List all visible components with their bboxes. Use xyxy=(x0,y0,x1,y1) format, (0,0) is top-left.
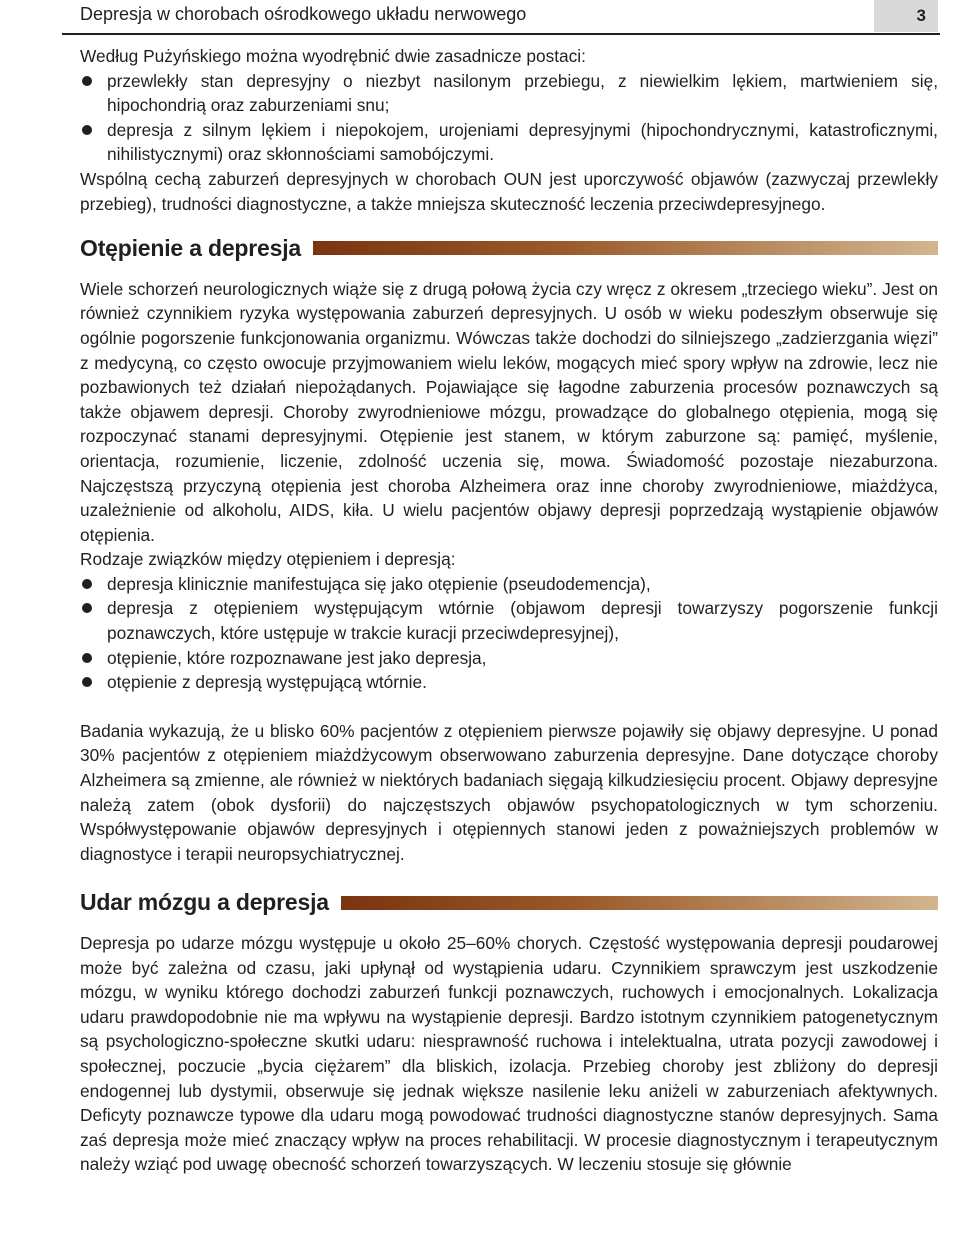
section-heading-stroke xyxy=(80,890,938,915)
list-item: otępienie z depresją występującą wtórnie. xyxy=(80,670,938,695)
intro-list xyxy=(80,69,938,167)
list-item: przewlekły stan depresyjny o niezbyt nasilonym przebiegu, z niewielkim lękiem, martwieniem się, hipochondrią oraz zaburzeniami snu; xyxy=(80,69,938,118)
section-heading-dementia xyxy=(80,236,938,261)
page-content xyxy=(80,44,938,1177)
list-item: depresja z otępieniem występującym wtórnie (objawom depresji towarzyszy pogorszenie funkcji poznawczych, które ustępuje w trakcie kuracji przeciwdepresyjnej), xyxy=(80,596,938,645)
paragraph: Depresja po udarze mózgu występuje u około 25–60% chorych. Częstość występowania depresji poudarowej może być zależna od czasu, jaki upłynął od wystąpienia udaru. Czynnikiem sprawczym jest uszkodzenie mózgu, w wyniku którego dochodzi zaburzeń funkcji poznawczych, ruchowych i emocjonalnych. Lokalizacja udaru prawdopodobnie nie ma wpływu na wystąpienie depresji. Bardzo istotnym czynnikiem patogenetycznym są psychologiczno-społeczne skutki udaru: niesprawność ruchowa i intelektualna, utrata pozycji zawodowej i społecznej, poczucie „bycia ciężarem” dla bliskich, izolacja. Przebieg choroby jest zbliżony do depresji endogennej lub dystymii, obserwuje się jednak większe nasilenie leku aniżeli w zaburzeniach afektywnych. Deficyty poznawcze typowe dla udaru mogą powodować trudności diagnostyczne stanów depresyjnych. Sama zaś depresja może mieć znaczący wpływ na proces rehabilitacji. W procesie diagnostycznym i terapeutycznym należy wziąć pod uwagę obecność schorzeń towarzyszących. W leczeniu stosuje się głównie xyxy=(80,933,938,1175)
header-rule xyxy=(62,33,940,35)
heading-bar xyxy=(341,896,938,910)
running-title: Depresja w chorobach ośrodkowego układu nerwowego xyxy=(80,4,527,24)
list-item: otępienie, które rozpoznawane jest jako depresja, xyxy=(80,646,938,671)
relations-list xyxy=(80,572,938,695)
paragraph: Badania wykazują, że u blisko 60% pacjentów z otępieniem pierwsze pojawiły się objawy depresyjne. U ponad 30% pacjentów z otępieniem miażdżycowym obserwowano zaburzenia depresyjne. Dane dotyczące choroby Alzheimera są zmienne, ale również w niektórych badaniach sięgają kilkudziesięciu procent. Objawy depresyjne należą zatem (obok dysforii) do najczęstszych objawów psychopatologicznych w tym schorzeniu. Współwystępowanie objawów depresyjnych i otępiennych stanowi jeden z poważniejszych problemów w diagnostyce i terapii neuropsychiatrycznej. xyxy=(80,720,938,864)
page-number: 3 xyxy=(874,0,938,32)
list-item: depresja z silnym lękiem i niepokojem, urojeniami depresyjnymi (hipochondrycznymi, katastroficznymi, nihilistycznymi) oraz skłonnościami samobójczymi. xyxy=(80,118,938,167)
section-title: Otępienie a depresja xyxy=(80,235,301,262)
list-lead: Rodzaje związków między otępieniem i depresją: xyxy=(80,549,456,570)
list-item: depresja klinicznie manifestująca się jako otępienie (pseudodemencja), xyxy=(80,572,938,597)
intro-lead: Według Pużyńskiego można wyodrębnić dwie zasadnicze postaci: xyxy=(80,46,586,66)
page-header xyxy=(62,0,940,34)
paragraph: Wiele schorzeń neurologicznych wiąże się z drugą połową życia czy wręcz z okresem „trzeciego wieku”. Jest on również czynnikiem ryzyka występowania zaburzeń depresyjnych. U osób w wieku podeszłym obserwuje się ogólnie pogorszenie funkcjonowania organizmu. Wówczas także dochodzi do silniejszego „zadzierzgania więzi” z medycyną, co często owocuje przyjmowaniem wielu leków, mogących mieć spory wpływ na zdrowie, lecz nie pozbawionych też działań niepożądanych. Pojawiające się łagodne zaburzenia procesów poznawczych są także objawem depresji. Choroby zwyrodnieniowe mózgu, prowadzące do globalnego otępienia, mogą się rozpoczynać stanami depresyjnymi. Otępienie jest stanem, w którym zaburzone są: pamięć, myślenie, orientacja, rozumienie, liczenie, zdolność uczenia się, mowa. Świadomość pozostaje niezaburzona. Najczęstszą przyczyną otępienia jest choroba Alzheimera oraz inne choroby zwyrodnieniowe, miażdżyca, uzależnienie od alkoholu, AIDS, kiła. U wielu pacjentów objawy depresji poprzedzają wystąpienie objawów otępienia. xyxy=(80,278,938,545)
heading-bar xyxy=(313,241,938,255)
intro-closing: Wspólną cechą zaburzeń depresyjnych w chorobach OUN jest uporczywość objawów (zazwyczaj przewlekły przebieg), trudności diagnostyczne, a także mniejsza skuteczność leczenia przeciwdepresyjnego. xyxy=(80,168,938,214)
section-title: Udar mózgu a depresja xyxy=(80,889,329,916)
